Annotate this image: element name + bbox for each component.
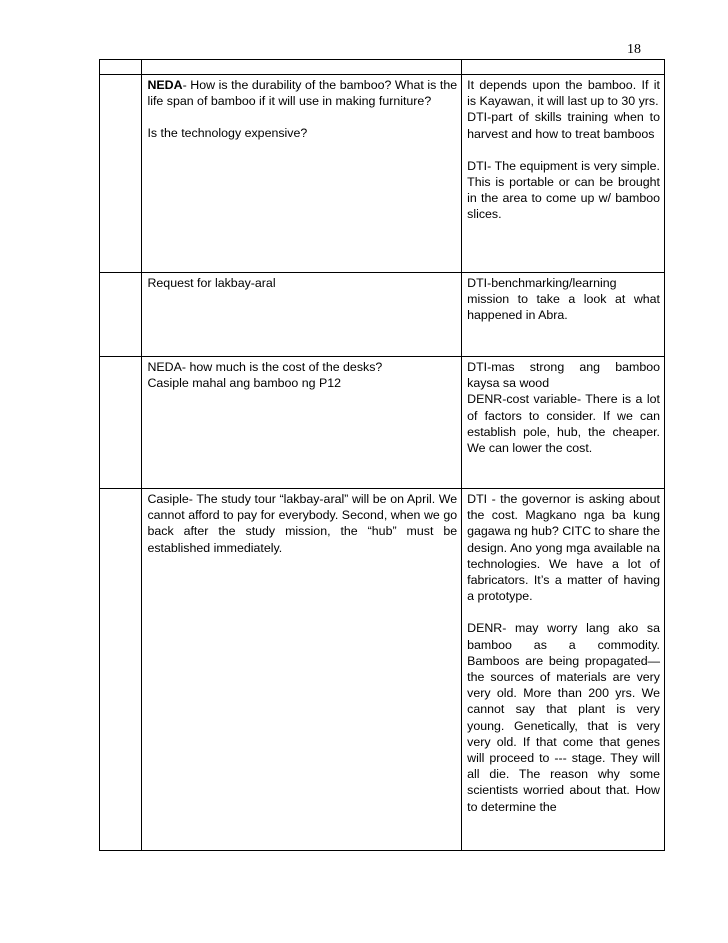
minutes-table bbox=[99, 59, 665, 851]
table-row bbox=[100, 75, 665, 273]
issue-question: - How is the durability of the bamboo? What is the life span of bamboo if it will use in making furniture? bbox=[147, 78, 458, 109]
issue-cell bbox=[142, 75, 462, 273]
issue-text: NEDA- how much is the cost of the desks? bbox=[147, 360, 383, 374]
table-header-row bbox=[100, 60, 665, 75]
row-number-cell bbox=[100, 357, 142, 489]
issue-cell bbox=[142, 273, 462, 357]
issue-question-2: Is the technology expensive? bbox=[147, 126, 308, 141]
response-cell bbox=[462, 75, 665, 273]
header-cell-responses bbox=[462, 60, 665, 75]
response-text: DTI-part of skills training when to harvest and how to treat bamboos bbox=[467, 110, 660, 141]
table-row bbox=[100, 357, 665, 489]
issue-cell bbox=[142, 489, 462, 851]
response-text: It depends upon the bamboo. If it is Kayawan, it will last up to 30 yrs. bbox=[467, 78, 660, 109]
response-cell bbox=[462, 489, 665, 851]
speaker-label: NEDA bbox=[147, 78, 183, 92]
row-number-cell bbox=[100, 489, 142, 851]
row-number-cell bbox=[100, 75, 142, 273]
page-number: 18 bbox=[627, 42, 641, 57]
response-text: DTI - the governor is asking about the cost. Magkano nga ba kung gagawa ng hub? CITC to share the design. Ano yong mga available na technologies. We have a lot of fabricators. It’s a matter of having a prototype. bbox=[467, 492, 660, 604]
response-text: DTI-mas strong ang bamboo kaysa sa wood bbox=[467, 360, 660, 391]
response-text: DENR- may worry lang ako sa bamboo as a commodity. Bamboos are being propagated—the sources of materials are very very old. More than 200 yrs. We cannot say that plant is very young. Genetically, that is very very old. If that come that genes will proceed to --- stage. They will all die. The reason why some scientists worried about that. How to determine the bbox=[467, 621, 660, 814]
row-number-cell bbox=[100, 273, 142, 357]
header-cell-blank bbox=[100, 60, 142, 75]
header-cell-issues bbox=[142, 60, 462, 75]
response-cell bbox=[462, 273, 665, 357]
issue-cell bbox=[142, 357, 462, 489]
issue-text: Request for lakbay-aral bbox=[147, 276, 276, 290]
response-text: DTI-benchmarking/learning mission to take a look at what happened in Abra. bbox=[467, 276, 660, 323]
response-text: DENR-cost variable- There is a lot of factors to consider. If we can establish pole, hub, the cheaper. We can lower the cost. bbox=[467, 392, 660, 456]
table-row bbox=[100, 489, 665, 851]
response-text: DTI- The equipment is very simple. This is portable or can be brought in the area to come up w/ bamboo slices. bbox=[467, 158, 660, 222]
response-cell bbox=[462, 357, 665, 489]
issue-text: Casiple mahal ang bamboo ng P12 bbox=[147, 376, 342, 391]
issue-text bbox=[147, 77, 457, 109]
issue-text: Casiple- The study tour “lakbay-aral” will be on April. We cannot afford to pay for everybody. Second, when we go back after the study mission, the “hub” must be established immediately. bbox=[147, 492, 458, 555]
table-row bbox=[100, 273, 665, 357]
